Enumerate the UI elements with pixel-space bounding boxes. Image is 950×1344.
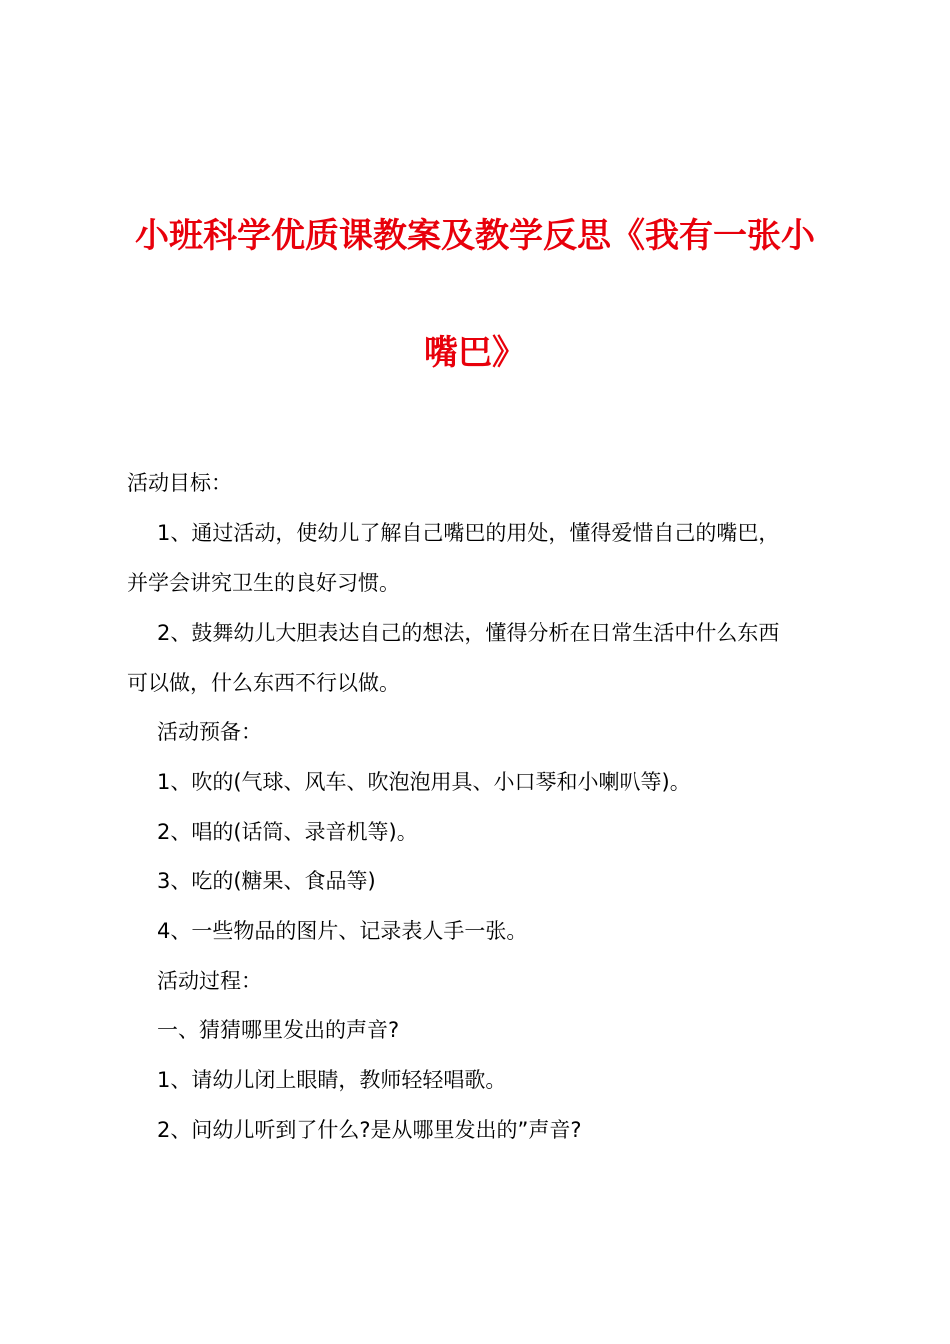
paragraph-line: 可以做，什么东西不行以做。 — [127, 671, 400, 695]
document-title-line-2: 嘴巴》 — [424, 333, 526, 373]
paragraph-line: 2、鼓舞幼儿大胆表达自己的想法，懂得分析在日常生活中什么东西 — [157, 621, 780, 645]
list-item: 4、一些物品的图片、记录表人手一张。 — [157, 919, 528, 943]
list-item: 1、请幼儿闭上眼睛，教师轻轻唱歌。 — [157, 1068, 507, 1092]
document-title-line-1: 小班科学优质课教案及教学反思《我有一张小 — [135, 216, 815, 256]
list-item: 一、猜猜哪里发出的声音? — [157, 1018, 400, 1042]
paragraph-line: 1、通过活动，使幼儿了解自己嘴巴的用处，懂得爱惜自己的嘴巴， — [157, 521, 780, 545]
paragraph-line: 并学会讲究卫生的良好习惯。 — [127, 571, 400, 595]
list-item: 1、吹的(气球、风车、吹泡泡用具、小口琴和小喇叭等)。 — [157, 770, 691, 794]
section-heading-goals: 活动目标： — [127, 471, 232, 495]
list-item: 2、问幼儿听到了什么?是从哪里发出的”声音? — [157, 1118, 582, 1142]
section-heading-process: 活动过程： — [157, 969, 262, 993]
list-item: 2、唱的(话筒、录音机等)。 — [157, 820, 418, 844]
list-item: 3、吃的(糖果、食品等) — [157, 869, 376, 893]
section-heading-preparation: 活动预备： — [157, 720, 262, 744]
